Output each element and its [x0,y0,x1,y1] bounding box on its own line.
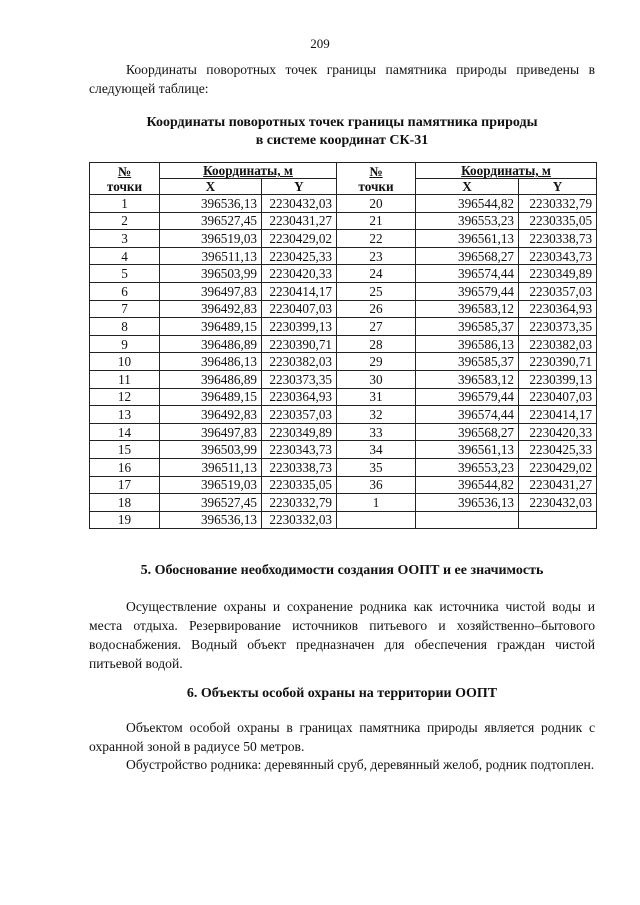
section-5-heading: 5. Обоснование необходимости создания ООПТ и ее значимость [140,563,544,578]
point-number-right: 25 [337,282,416,300]
y-coordinate-right: 2230414,17 [519,406,597,424]
y-coordinate-left: 2230373,35 [262,370,337,388]
point-number-left: 19 [90,511,160,529]
section-5-text: Осуществление охраны и сохранение родника как источника чистой воды и места отдыха. Резервирование источников питьевого и хозяйственно–бытового водоснабжения. Водный объект предназначен для обеспечения граждан чистой питьевой водой. [89,599,595,671]
point-number-left: 2 [90,212,160,230]
y-coordinate-right: 2230373,35 [519,318,597,336]
x-coordinate-right: 396553,23 [416,212,519,230]
y-coordinate-left: 2230364,93 [262,388,337,406]
table-row [90,441,597,459]
x-coordinate-right: 396574,44 [416,406,519,424]
x-coordinate-right: 396583,12 [416,300,519,318]
point-number-right [337,511,416,529]
x-coordinate-left: 396486,89 [160,370,262,388]
y-coordinate-right: 2230431,27 [519,476,597,494]
coordinates-table [89,162,597,529]
table-row [90,247,597,265]
point-number-right: 29 [337,353,416,371]
table-row [90,335,597,353]
x-coordinate-left: 396536,13 [160,195,262,213]
table-title [89,114,595,150]
y-coordinate-left: 2230399,13 [262,318,337,336]
table-row [90,353,597,371]
y-coordinate-left: 2230429,02 [262,230,337,248]
y-coordinate-left: 2230414,17 [262,282,337,300]
point-number-left: 17 [90,476,160,494]
y-coordinate-left: 2230332,03 [262,511,337,529]
x-coordinate-right: 396574,44 [416,265,519,283]
table-row [90,476,597,494]
point-number-left: 13 [90,406,160,424]
point-number-left: 10 [90,353,160,371]
y-coordinate-left: 2230357,03 [262,406,337,424]
x-coordinate-left: 396489,15 [160,318,262,336]
y-coordinate-left: 2230425,33 [262,247,337,265]
x-coordinate-right: 396585,37 [416,318,519,336]
table-row [90,388,597,406]
point-number-left: 12 [90,388,160,406]
header-coordinates-right: Координаты, м X Y [416,163,597,195]
table-row [90,458,597,476]
point-number-right: 23 [337,247,416,265]
table-row [90,282,597,300]
x-coordinate-left: 396492,83 [160,406,262,424]
y-coordinate-right: 2230332,79 [519,195,597,213]
y-coordinate-right: 2230425,33 [519,441,597,459]
point-number-left: 6 [90,282,160,300]
y-coordinate-right: 2230432,03 [519,494,597,512]
x-coordinate-right: 396561,13 [416,441,519,459]
x-coordinate-left: 396503,99 [160,441,262,459]
y-coordinate-left: 2230420,33 [262,265,337,283]
point-number-right: 21 [337,212,416,230]
point-number-left: 8 [90,318,160,336]
point-number-right: 30 [337,370,416,388]
y-coordinate-left: 2230390,71 [262,335,337,353]
y-coordinate-left: 2230432,03 [262,195,337,213]
point-number-right: 1 [337,494,416,512]
x-coordinate-left: 396489,15 [160,388,262,406]
point-number-right: 32 [337,406,416,424]
x-coordinate-left: 396527,45 [160,212,262,230]
point-number-left: 1 [90,195,160,213]
x-coordinate-left: 396527,45 [160,494,262,512]
x-coordinate-right: 396586,13 [416,335,519,353]
x-coordinate-left: 396497,83 [160,423,262,441]
point-number-left: 9 [90,335,160,353]
y-coordinate-left: 2230431,27 [262,212,337,230]
table-row [90,265,597,283]
table-row [90,318,597,336]
x-coordinate-left: 396536,13 [160,511,262,529]
y-coordinate-left: 2230335,05 [262,476,337,494]
x-coordinate-left: 396492,83 [160,300,262,318]
y-coordinate-right: 2230357,03 [519,282,597,300]
section-6-text-1: Объектом особой охраны в границах памятника природы является родник с охранной зоной в радиусе 50 метров. [89,720,595,754]
point-number-left: 5 [90,265,160,283]
x-coordinate-right: 396579,44 [416,388,519,406]
point-number-right: 27 [337,318,416,336]
point-number-left: 11 [90,370,160,388]
y-coordinate-right: 2230343,73 [519,247,597,265]
table-title-line-1: Координаты поворотных точек границы памятника природы [146,115,538,130]
point-number-right: 35 [337,458,416,476]
x-coordinate-right: 396568,27 [416,247,519,265]
point-number-right: 34 [337,441,416,459]
y-coordinate-left: 2230407,03 [262,300,337,318]
y-coordinate-right: 2230429,02 [519,458,597,476]
x-coordinate-left: 396486,89 [160,335,262,353]
section-6-text-2: Обустройство родника: деревянный сруб, деревянный желоб, родник подтоплен. [126,757,595,772]
x-coordinate-right: 396568,27 [416,423,519,441]
point-number-left: 16 [90,458,160,476]
y-coordinate-right: 2230349,89 [519,265,597,283]
y-coordinate-left: 2230338,73 [262,458,337,476]
x-coordinate-right: 396585,37 [416,353,519,371]
point-number-right: 26 [337,300,416,318]
y-coordinate-right: 2230338,73 [519,230,597,248]
header-point-number-right: № точки [337,163,416,195]
table-row [90,494,597,512]
x-coordinate-left: 396486,13 [160,353,262,371]
table-row [90,511,597,529]
header-point-number-left: № точки [90,163,160,195]
point-number-left: 14 [90,423,160,441]
y-coordinate-left: 2230332,79 [262,494,337,512]
y-coordinate-right: 2230382,03 [519,335,597,353]
point-number-right: 22 [337,230,416,248]
y-coordinate-right: 2230335,05 [519,212,597,230]
point-number-left: 3 [90,230,160,248]
y-coordinate-left: 2230343,73 [262,441,337,459]
header-coordinates-left: Координаты, м X Y [160,163,337,195]
x-coordinate-right [416,511,519,529]
x-coordinate-left: 396519,03 [160,230,262,248]
table-title-line-2: в системе координат СК-31 [255,133,429,148]
point-number-right: 28 [337,335,416,353]
point-number-left: 7 [90,300,160,318]
y-coordinate-right: 2230364,93 [519,300,597,318]
y-coordinate-right [519,511,597,529]
x-coordinate-right: 396544,82 [416,476,519,494]
x-coordinate-right: 396579,44 [416,282,519,300]
section-6-heading: 6. Объекты особой охраны на территории ООПТ [186,686,498,701]
point-number-right: 20 [337,195,416,213]
x-coordinate-right: 396536,13 [416,494,519,512]
point-number-left: 15 [90,441,160,459]
x-coordinate-right: 396544,82 [416,195,519,213]
table-row [90,300,597,318]
point-number-left: 4 [90,247,160,265]
y-coordinate-right: 2230407,03 [519,388,597,406]
y-coordinate-right: 2230399,13 [519,370,597,388]
x-coordinate-left: 396497,83 [160,282,262,300]
y-coordinate-right: 2230420,33 [519,423,597,441]
intro-paragraph: Координаты поворотных точек границы памятника природы приведены в следующей таблице: [89,62,595,96]
x-coordinate-right: 396561,13 [416,230,519,248]
point-number-right: 33 [337,423,416,441]
table-row [90,406,597,424]
table-row [90,195,597,213]
table-row [90,212,597,230]
table-row [90,230,597,248]
x-coordinate-right: 396553,23 [416,458,519,476]
page-number: 209 [310,36,330,51]
x-coordinate-left: 396511,13 [160,247,262,265]
table-row [90,370,597,388]
point-number-left: 18 [90,494,160,512]
y-coordinate-left: 2230382,03 [262,353,337,371]
x-coordinate-left: 396503,99 [160,265,262,283]
x-coordinate-left: 396519,03 [160,476,262,494]
point-number-right: 31 [337,388,416,406]
point-number-right: 24 [337,265,416,283]
y-coordinate-left: 2230349,89 [262,423,337,441]
x-coordinate-left: 396511,13 [160,458,262,476]
y-coordinate-right: 2230390,71 [519,353,597,371]
table-row [90,423,597,441]
x-coordinate-right: 396583,12 [416,370,519,388]
point-number-right: 36 [337,476,416,494]
